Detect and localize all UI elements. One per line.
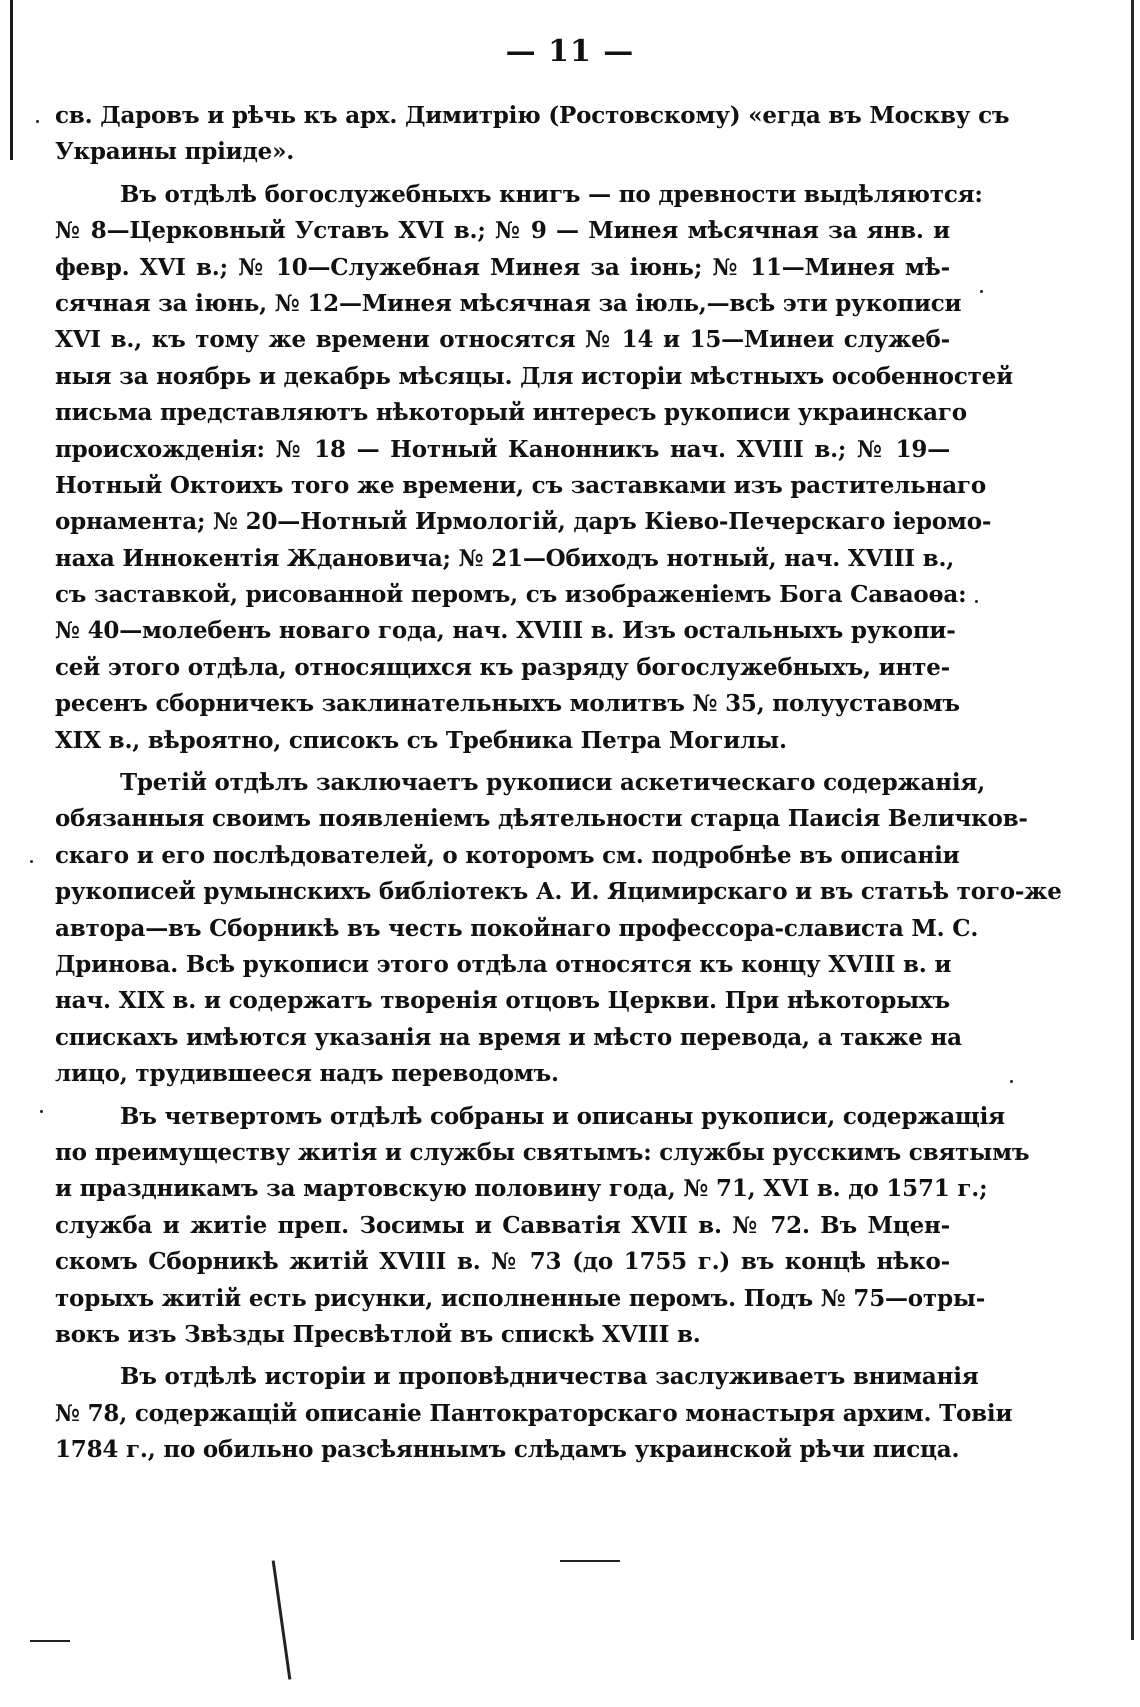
text-line: сячная за іюнь, № 12—Минея мѣсячная за іюль,—всѣ эти рукописи	[55, 289, 962, 317]
text-line: № 78, содержащій описаніе Пантократорскаго монастыря архим. Товіи	[55, 1399, 1013, 1427]
text-line: XVI в., къ тому же времени относятся № 14 и 15—Минеи служеб-	[55, 326, 950, 354]
text-line: письма представляютъ нѣкоторый интересъ рукописи украинскаго	[55, 399, 967, 427]
text-line: лицо, трудившееся надъ переводомъ.	[55, 1060, 559, 1088]
text-line: нач. XIX в. и содержатъ творенія отцовъ Церкви. При нѣкоторыхъ	[55, 987, 950, 1015]
text-line: по преимуществу житія и службы святымъ: службы русскимъ святымъ	[55, 1138, 1030, 1166]
body-text	[55, 98, 1062, 1474]
scan-speck	[980, 290, 983, 293]
text-line: автора—въ Сборникѣ въ честь покойнаго профессора-слависта М. С.	[55, 914, 979, 942]
text-line: XIX в., вѣроятно, списокъ съ Требника Петра Могилы.	[55, 726, 787, 754]
text-line: происхожденія: № 18 — Нотный Канонникъ нач. XVIII в.; № 19—	[55, 435, 950, 463]
text-line: Въ отдѣлѣ богослужебныхъ книгъ — по древности выдѣляются:	[120, 180, 983, 208]
page-number: — 11 —	[505, 34, 635, 69]
text-line: 1784 г., по обильно разсѣяннымъ слѣдамъ украинской рѣчи писца.	[55, 1436, 960, 1464]
paragraph	[55, 765, 1062, 1093]
scan-stroke	[30, 1640, 70, 1642]
text-line: ныя за ноябрь и декабрь мѣсяцы. Для исторіи мѣстныхъ особенностей	[55, 362, 1013, 390]
scan-stroke	[560, 1560, 620, 1562]
text-line: рукописей румынскихъ библіотекъ А. И. Яцимирскаго и въ статьѣ того-же	[55, 878, 1062, 906]
text-line: № 8—Церковный Уставъ XVI в.; № 9 — Минея мѣсячная за янв. и	[55, 217, 950, 245]
text-line: № 40—молебенъ новаго года, нач. XVIII в. Изъ остальныхъ рукопи-	[55, 617, 956, 645]
paragraph	[55, 1359, 1013, 1468]
text-line: февр. XVI в.; № 10—Служебная Минея за іюнь; № 11—Минея мѣ-	[55, 253, 950, 281]
text-line: св. Даровъ и рѣчь къ арх. Димитрію (Ростовскому) «егда въ Москву съ	[55, 102, 1010, 129]
text-line: Въ отдѣлѣ исторіи и проповѣдничества заслуживаетъ вниманія	[120, 1363, 979, 1391]
paragraph	[55, 98, 1010, 171]
scan-speck	[975, 600, 978, 603]
scan-speck	[36, 120, 39, 123]
text-line: спискахъ имѣются указанія на время и мѣсто перевода, а также на	[55, 1023, 962, 1051]
text-line: Украины пріиде».	[55, 138, 295, 166]
text-line: съ заставкой, рисованной перомъ, съ изображеніемъ Бога Саваоѳа:	[55, 581, 967, 609]
text-line: скомъ Сборникѣ житій XVIII в. № 73 (до 1755 г.) въ концѣ нѣко-	[55, 1248, 950, 1276]
text-line: Дринова. Всѣ рукописи этого отдѣла относятся къ концу XVIII в. и	[55, 950, 952, 978]
text-line: скаго и его послѣдователей, о которомъ см. подробнѣе въ описаніи	[55, 841, 960, 869]
left-margin-rule	[10, 0, 13, 160]
scan-speck	[1010, 1080, 1013, 1083]
text-line: Нотный Октоихъ того же времени, съ заставками изъ растительнаго	[55, 471, 986, 499]
right-margin-rule	[1131, 0, 1134, 1640]
text-line: Въ четвертомъ отдѣлѣ собраны и описаны рукописи, содержащія	[120, 1102, 1005, 1130]
text-line: торыхъ житій есть рисунки, исполненные перомъ. Подъ № 75—отры-	[55, 1284, 986, 1312]
scan-speck	[30, 860, 33, 863]
text-line: Третій отдѣлъ заключаетъ рукописи аскетическаго содержанія,	[120, 769, 986, 797]
scan-stroke	[272, 1560, 292, 1679]
scan-speck	[40, 1110, 43, 1113]
paragraph	[55, 177, 1013, 759]
text-line: служба и житіе преп. Зосимы и Савватія XVII в. № 72. Въ Мцен-	[55, 1211, 950, 1239]
text-line: и праздникамъ за мартовскую половину года, № 71, XVI в. до 1571 г.;	[55, 1175, 988, 1203]
text-line: наха Иннокентія Ждановича; № 21—Обиходъ нотный, нач. XVIII в.,	[55, 544, 955, 572]
text-line: вокъ изъ Звѣзды Пресвѣтлой въ спискѣ XVIII в.	[55, 1320, 701, 1348]
paragraph	[55, 1099, 1030, 1354]
text-line: ресенъ сборничекъ заклинательныхъ молитвъ № 35, полууставомъ	[55, 690, 960, 718]
text-line: сей этого отдѣла, относящихся къ разряду богослужебныхъ, инте-	[55, 653, 950, 681]
text-line: орнамента; № 20—Нотный Ирмологій, даръ Кіево-Печерскаго іеромо-	[55, 508, 992, 536]
text-line: обязанныя своимъ появленіемъ дѣятельности старца Паисія Величков-	[55, 805, 1028, 833]
